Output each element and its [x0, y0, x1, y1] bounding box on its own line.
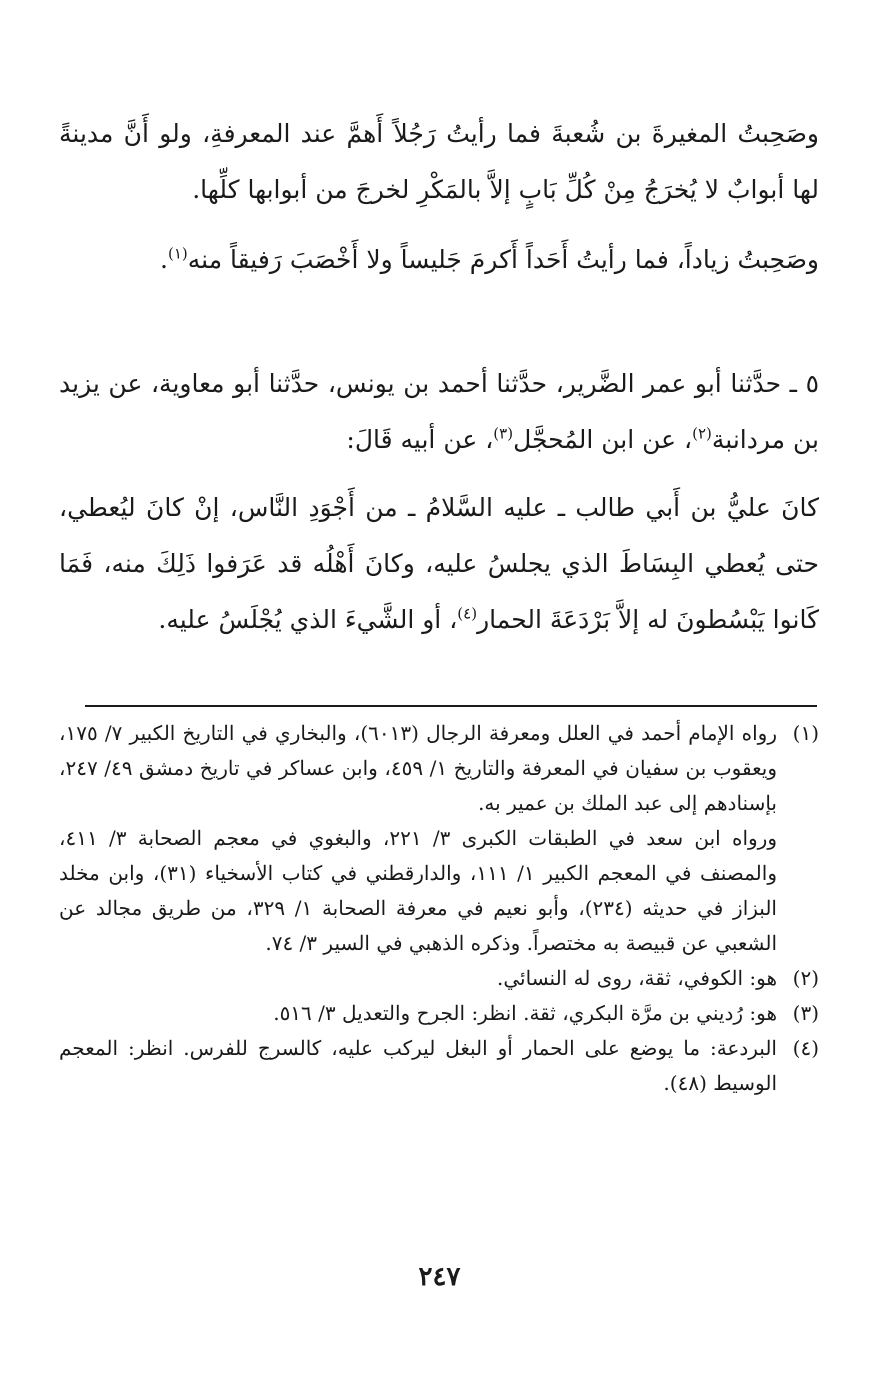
footnote-4-text: البردعة: ما يوضع على الحمار أو البغل ليركب عليه، كالسرج للفرس. انظر: المعجم الوسيط (٤٨).: [59, 1036, 777, 1095]
isnad-text-b: ، عن ابن المُحجَّل: [513, 425, 693, 454]
paragraph-1-text: وصَحِبتُ المغيرةَ بن شُعبةَ فما رأيتُ رَجُلاً أَهمَّ عند المعرفةِ، ولو أَنَّ مدينةً لها أبوابٌ لا يُخرَجُ مِنْ كُلِّ بَابٍ إلاَّ بالمَكْرِ لخرجَ من أبوابها كلِّها.: [59, 119, 819, 204]
footnote-ref-2[interactable]: (٢): [692, 424, 712, 443]
isnad-text-a: ٥ ـ حدَّثنا أبو عمر الضَّرير، حدَّثنا أحمد بن يونس، حدَّثنا أبو معاوية، عن يزيد بن مردانبة: [59, 369, 819, 454]
paragraph-2: [59, 232, 819, 288]
footnote-1-part-1: رواه الإمام أحمد في العلل ومعرفة الرجال (٦٠١٣)، والبخاري في التاريخ الكبير ٧/ ١٧٥، ويعقوب بن سفيان في المعرفة والتاريخ ١/ ٤٥٩، وابن عساكر في تاريخ دمشق ٤٩/ ٢٤٧، بإسنادهم إلى عبد الملك بن عمير به.: [59, 721, 778, 815]
paragraph-2-text: وصَحِبتُ زياداً، فما رأيتُ أَحَداً أَكرمَ جَليساً ولا أَخْصَبَ رَفيقاً منه: [187, 245, 819, 274]
paragraph-4: [59, 480, 819, 648]
footnote-1: [59, 716, 819, 961]
paragraph-3-isnad: [59, 356, 819, 468]
paragraph-4-text-b: ، أو الشَّيءَ الذي يُجْلَسُ عليه.: [158, 605, 458, 634]
footnote-4-body: [59, 1031, 777, 1101]
footnote-2-body: [59, 961, 777, 996]
footnote-3-body: [59, 996, 777, 1031]
footnote-2-text: هو: الكوفي، ثقة، روى له النسائي.: [497, 966, 777, 990]
footnote-3: [59, 996, 819, 1031]
paragraph-4-text-a: كانَ عليُّ بن أَبي طالب ـ عليه السَّلامُ ـ من أَجْوَدِ النَّاس، إنْ كانَ ليُعطي، حتى يُعطي البِسَاطَ الذي يجلسُ عليه، وكانَ أَهْلُه قد عَرَفوا ذَلِكَ منه، فَمَا كَانوا يَبْسُطونَ له إلاَّ بَرْدَعَةَ الحمار: [59, 493, 819, 634]
footnote-2-number: (٢): [792, 966, 819, 990]
footnote-4: [59, 1031, 819, 1101]
footnotes-section: [59, 716, 819, 1101]
footnote-1-number: (١): [792, 721, 819, 745]
footnote-separator: [85, 705, 817, 707]
footnote-2: [59, 961, 819, 996]
footnote-1-part-2: ورواه ابن سعد في الطبقات الكبرى ٣/ ٢٢١، والبغوي في معجم الصحابة ٣/ ٤١١، والمصنف في المعجم الكبير ١/ ١١١، والدارقطني في كتاب الأسخياء (٣١)، وابن مخلد البزاز في حديثه (٢٣٤)، وأبو نعيم في معرفة الصحابة ١/ ٣٢٩، من طريق مجالد عن الشعبي عن قبيصة به مختصراً. وذكره الذهبي في السير ٣/ ٧٤.: [59, 826, 777, 955]
footnote-1-body: [59, 716, 777, 961]
footnote-4-number: (٤): [792, 1036, 819, 1060]
page-number: ٢٤٧: [418, 1262, 461, 1292]
paragraph-2-end: .: [160, 245, 168, 274]
footnote-3-number: (٣): [792, 1001, 819, 1025]
footnote-ref-3[interactable]: (٣): [493, 424, 514, 443]
isnad-text-c: ، عن أبيه قَالَ:: [346, 425, 494, 454]
paragraph-1: [59, 106, 819, 218]
footnote-3-text: هو: رُديني بن مرَّة البكري، ثقة. انظر: الجرح والتعديل ٣/ ٥١٦.: [273, 1001, 777, 1025]
footnote-ref-1[interactable]: (١): [167, 244, 188, 263]
footnote-ref-4[interactable]: (٤): [457, 604, 478, 623]
